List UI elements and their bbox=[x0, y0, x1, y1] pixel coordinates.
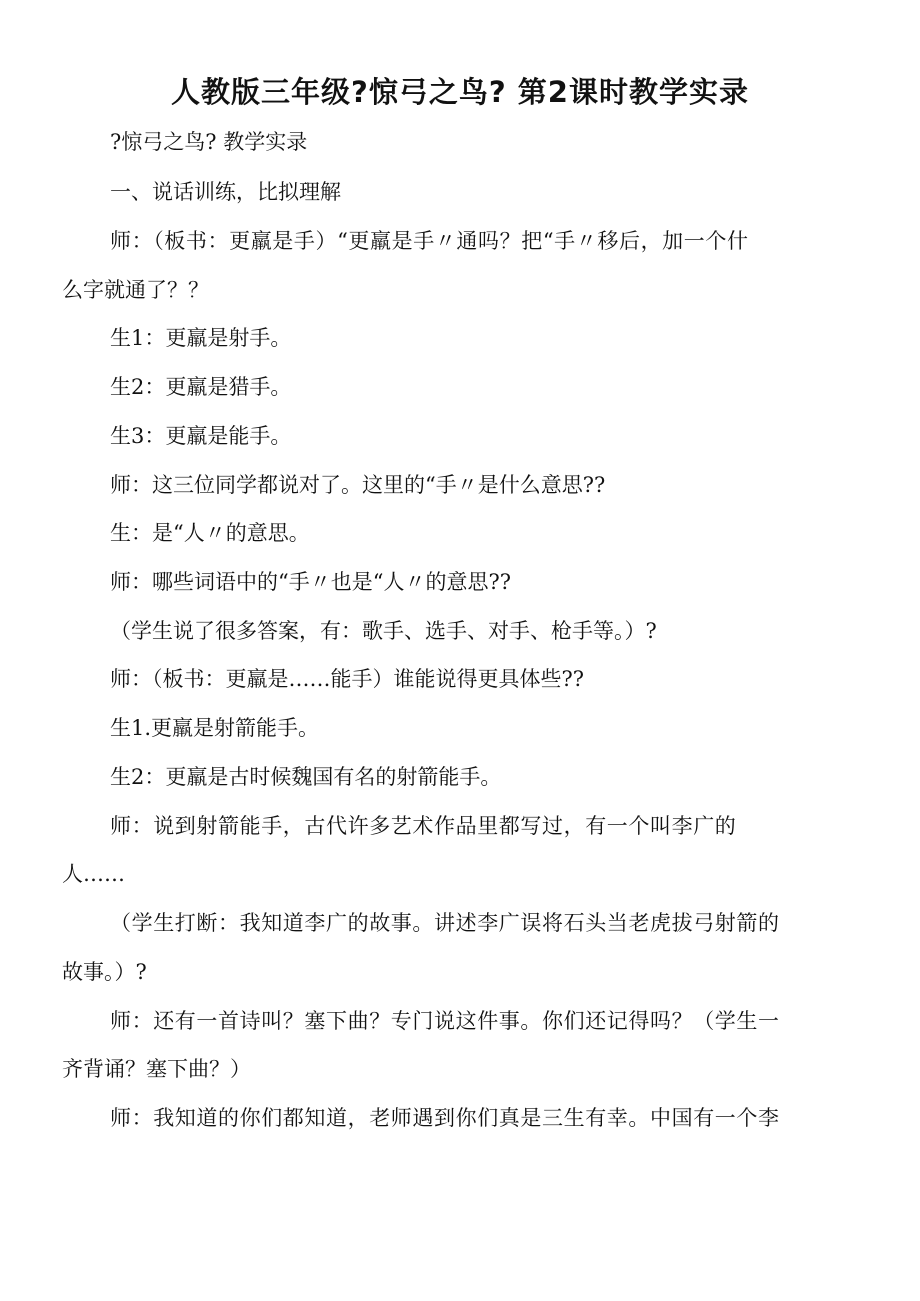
paragraph-line: 故事。）? bbox=[62, 960, 147, 984]
paragraph-line: （学生说了很多答案，有：歌手、选手、对手、枪手等。）? bbox=[110, 619, 657, 643]
paragraph-line: 师：说到射箭能手，古代许多艺术作品里都写过，有一个叫李广的 bbox=[110, 814, 737, 838]
paragraph-line: 师：哪些词语中的“手〃也是“人〃的意思?? bbox=[110, 570, 511, 594]
subtitle-line: ?惊弓之鸟? 教学实录 bbox=[110, 130, 308, 154]
paragraph-line: 人…… bbox=[62, 862, 125, 886]
paragraph-line: 师：这三位同学都说对了。这里的“手〃是什么意思?? bbox=[110, 473, 606, 497]
paragraph-line: 生1.更羸是射箭能手。 bbox=[110, 716, 320, 740]
paragraph-line: 生3：更羸是能手。 bbox=[110, 424, 292, 448]
paragraph-line: 生2：更羸是猎手。 bbox=[110, 375, 292, 399]
document-title: 人教版三年级?惊弓之鸟? 第2课时教学实录 bbox=[171, 75, 749, 109]
paragraph-line: 齐背诵？塞下曲？） bbox=[62, 1057, 251, 1081]
paragraph-line: 师：（板书：更羸是……能手）谁能说得更具体些?? bbox=[110, 667, 585, 691]
paragraph-line: 生2：更羸是古时候魏国有名的射箭能手。 bbox=[110, 765, 502, 789]
paragraph-line: （学生打断：我知道李广的故事。讲述李广误将石头当老虎拔弓射箭的 bbox=[110, 911, 780, 935]
paragraph-line: 生：是“人〃的意思。 bbox=[110, 521, 310, 545]
section-heading: 一、说话训练，比拟理解 bbox=[110, 180, 341, 204]
paragraph-line: 师：还有一首诗叫？塞下曲？专门说这件事。你们还记得吗？（学生一 bbox=[110, 1009, 780, 1033]
paragraph-line: 生1：更羸是射手。 bbox=[110, 326, 292, 350]
paragraph-line: 师：我知道的你们都知道，老师遇到你们真是三生有幸。中国有一个李 bbox=[110, 1106, 780, 1130]
paragraph-line: 师：（板书：更羸是手）“更羸是手〃通吗？把“手〃移后，加一个什 bbox=[110, 229, 749, 253]
paragraph-line: 么字就通了？？ bbox=[62, 278, 209, 302]
